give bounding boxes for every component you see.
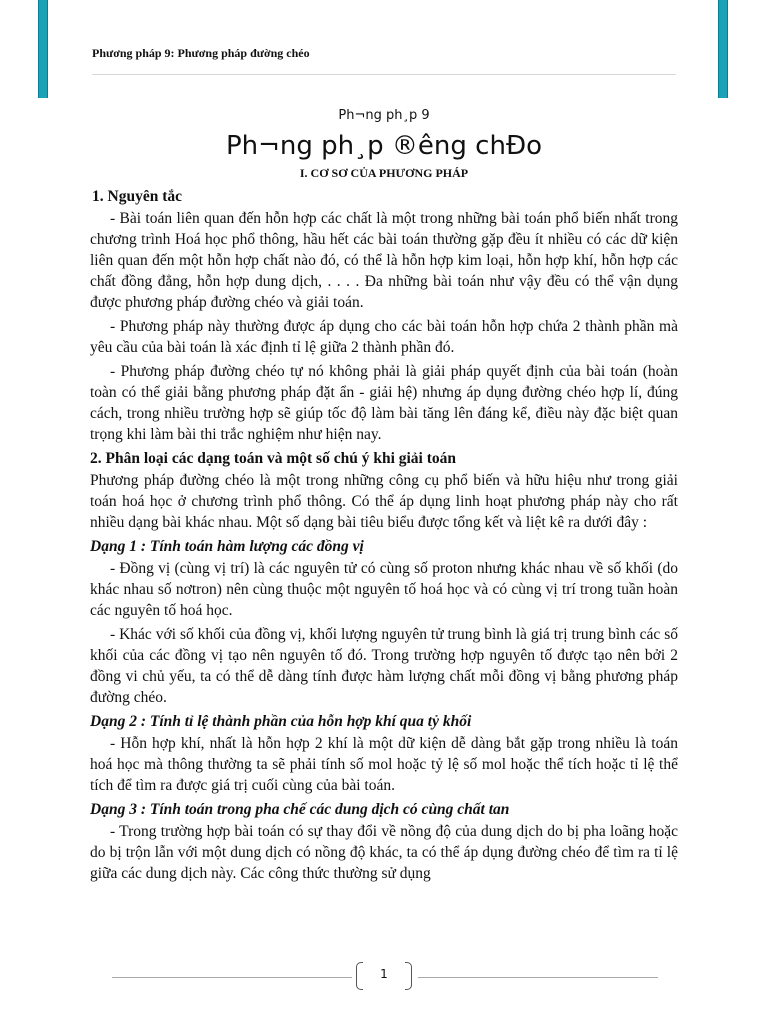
right-bookmark-tab bbox=[718, 0, 728, 98]
paragraph-2: - Phương pháp này thường được áp dụng cho các bài toán hỗn hợp chứa 2 thành phần mà yêu cầu của bài toán là xác định tỉ lệ giữa 2 thành phần đó. bbox=[90, 318, 678, 356]
paragraph-7: - Hỗn hợp khí, nhất là hỗn hợp 2 khí là một dữ kiện dễ dàng bắt gặp trong nhiều là toán hoá học mà thông thường ta sẽ phải tính số mol hoặc tỷ lệ số mol hoặc thể tích hoặc tỉ lệ thể tích để tìm ra được giá trị cuối cùng của bài toán. bbox=[90, 735, 678, 794]
paragraph-3: - Phương pháp đường chéo tự nó không phải là giải pháp quyết định của bài toán (hoàn toàn có thể giải bằng phương pháp đặt ẩn - giải hệ) nhưng áp dụng đường chéo hợp lí, đúng cách, trong nhiều trường hợp sẽ giúp tốc độ làm bài tăng lên đáng kể, điều này đặc biệt quan trọng khi làm bài thi trắc nghiệm như hiện nay. bbox=[90, 363, 678, 443]
page-number-box bbox=[356, 962, 412, 990]
page-body bbox=[90, 106, 678, 887]
paragraph-4: Phương pháp đường chéo là một trong những công cụ phổ biến và hữu hiệu như trong giải toán hoá học ở chương trình phổ thông. Có thể áp dụng linh hoạt phương pháp này cho rất nhiều dạng bài khác nhau. Một số dạng bài tiêu biểu được tổng kết và liệt kê ra dưới đây : bbox=[90, 472, 678, 531]
paragraph-6: - Khác với số khối của đồng vị, khối lượng nguyên tử trung bình là giá trị trung bình các số khối của các đồng vị tạo nên nguyên tố đó. Trong trường hợp nguyên tố được tạo nên bởi 2 đồng vi chủ yếu, ta có thể dễ dàng tính được hàm lượng chất mỗi đồng vị bằng phương pháp đường chéo. bbox=[90, 626, 678, 706]
section-heading: I. CƠ SƠ CỦA PHƯƠNG PHÁP bbox=[299, 166, 469, 180]
heading-type-2: Dạng 2 : Tính tỉ lệ thành phần của hỗn hợp khí qua tỷ khối bbox=[90, 713, 472, 730]
footer-rule-right bbox=[418, 977, 658, 978]
heading-type-1: Dạng 1 : Tính toán hàm lượng các đồng vị bbox=[90, 538, 364, 555]
heading-classification: 2. Phân loại các dạng toán và một số chú ý khi giải toán bbox=[90, 450, 457, 467]
paragraph-8: - Trong trường hợp bài toán có sự thay đổi về nồng độ của dung dịch do bị pha loãng hoặc do bị trộn lẫn với một dung dịch có nồng độ khác, ta có thể áp dụng đường chéo để tìm ra tỉ lệ giữa các dung dịch này. Các công thức thường sử dụng bbox=[90, 823, 678, 882]
left-bookmark-tab bbox=[38, 0, 48, 98]
paragraph-5: - Đồng vị (cùng vị trí) là các nguyên tử có cùng số proton nhưng khác nhau về số khối (do khác nhau số nơtron) nên cùng thuộc một nguyên tố hoá học và có cùng vị trí trong tuần hoàn các nguyên tố hoá học. bbox=[90, 560, 678, 619]
heading-type-3: Dạng 3 : Tính toán trong pha chế các dung dịch có cùng chất tan bbox=[90, 801, 510, 818]
paragraph-1: - Bài toán liên quan đến hỗn hợp các chất là một trong những bài toán phổ biến nhất trong chương trình Hoá học phổ thông, hầu hết các bài toán thường gặp đều ít nhiều có các dữ kiện liên quan đến một hỗn hợp chất nào đó, có thể là hỗn hợp kim loại, hỗn hợp khí, hỗn hợp các chất đồng đẳng, hỗn hợp dung dịch, . . . . Đa những bài toán như vậy đều có thể vận dụng được phương pháp đường chéo và giải toán. bbox=[90, 210, 678, 311]
page-number: 1 bbox=[380, 967, 388, 981]
header-divider bbox=[92, 74, 676, 75]
footer-rule-left bbox=[112, 977, 352, 978]
main-title: Ph¬ng ph¸p ®êng chÐo bbox=[225, 131, 542, 161]
running-header: Phương pháp 9: Phương pháp đường chéo bbox=[92, 46, 310, 60]
heading-principle: 1. Nguyên tắc bbox=[92, 188, 182, 205]
right-brace-icon bbox=[405, 962, 412, 990]
small-title: Ph¬ng ph¸p 9 bbox=[338, 108, 430, 123]
